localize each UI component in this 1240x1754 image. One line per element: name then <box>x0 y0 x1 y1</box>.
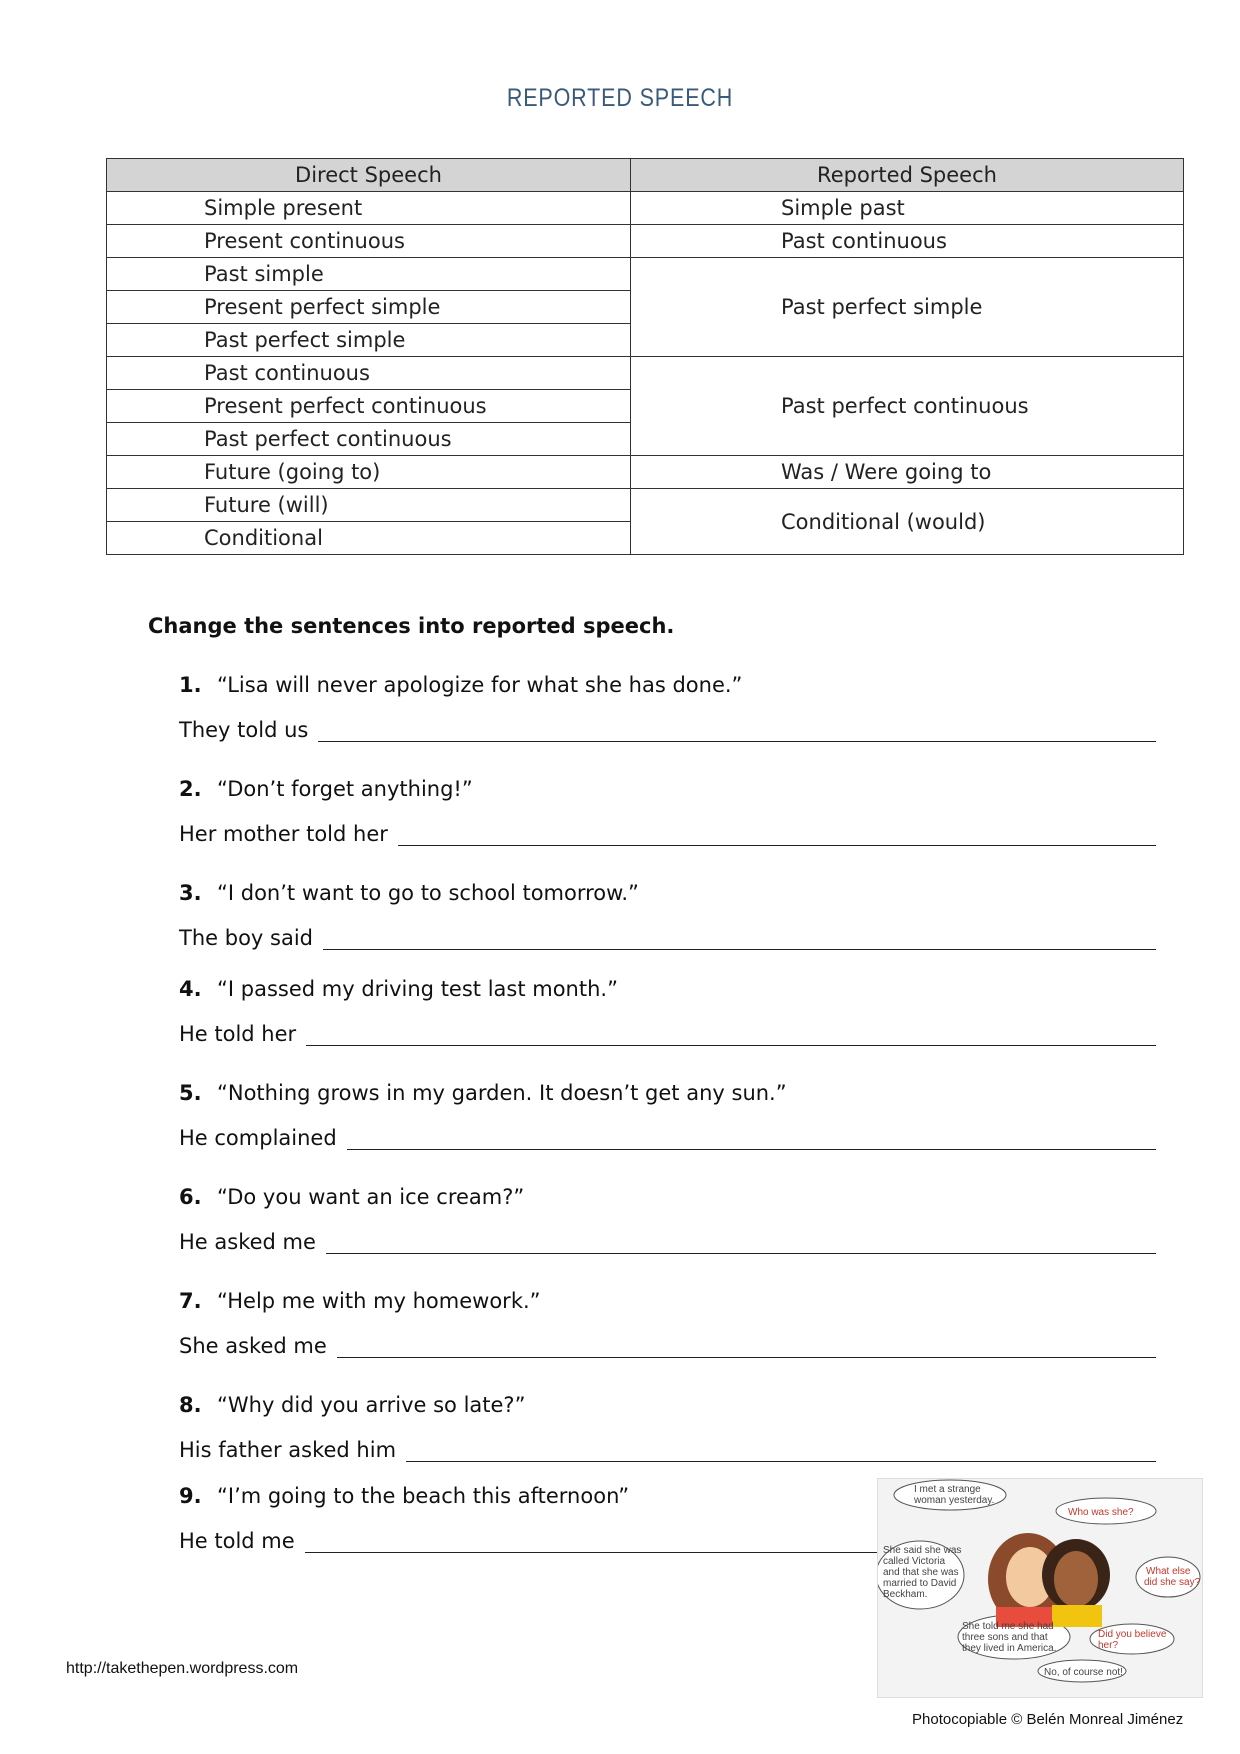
answer-line[interactable] <box>398 825 1156 846</box>
exercise-quote-text: “Nothing grows in my garden. It doesn’t get any sun.” <box>217 1081 787 1105</box>
answer-prompt: He told her <box>179 1022 297 1046</box>
direct-cell: Past continuous <box>107 357 631 390</box>
bubble-text: did she say? <box>1144 1577 1201 1588</box>
exercise-quote-8 <box>179 1393 525 1417</box>
exercise-quote-2 <box>179 777 473 801</box>
reported-cell: Past perfect continuous <box>631 357 1184 456</box>
direct-cell: Conditional <box>107 522 631 555</box>
bubble-text: No, of course not! <box>1044 1667 1123 1678</box>
exercise-quote-9 <box>179 1484 629 1508</box>
direct-cell: Past perfect continuous <box>107 423 631 456</box>
exercise-quote-4 <box>179 977 618 1001</box>
exercise-quote-5 <box>179 1081 787 1105</box>
bubble-text: Beckham. <box>883 1589 928 1600</box>
answer-row-1 <box>179 718 1156 742</box>
cartoon-svg <box>878 1479 1202 1697</box>
cartoon-illustration <box>877 1478 1203 1698</box>
exercise-quote-1 <box>179 673 742 697</box>
table-header-direct: Direct Speech <box>107 159 631 192</box>
bubble-text: called Victoria <box>883 1556 946 1567</box>
footer-copyright: Photocopiable © Belén Monreal Jiménez <box>912 1711 1184 1728</box>
instructions: Change the sentences into reported speech. <box>148 614 675 638</box>
exercise-quote-text: “Help me with my homework.” <box>217 1289 541 1313</box>
answer-line[interactable] <box>337 1337 1156 1358</box>
character-face <box>1054 1551 1098 1607</box>
exercise-number: 9. <box>179 1484 202 1508</box>
answer-prompt: She asked me <box>179 1334 327 1358</box>
exercise-quote-text: “Do you want an ice cream?” <box>217 1185 525 1209</box>
answer-row-8 <box>179 1438 1156 1462</box>
answer-row-9 <box>179 1529 880 1553</box>
tense-table <box>106 158 1184 555</box>
answer-line[interactable] <box>318 721 1156 742</box>
exercise-number: 6. <box>179 1185 202 1209</box>
bubble-text: She said she was <box>883 1545 962 1556</box>
answer-prompt: They told us <box>179 718 309 742</box>
bubble-text: and that she was <box>883 1567 959 1578</box>
answer-line[interactable] <box>323 929 1156 950</box>
reported-cell: Was / Were going to <box>631 456 1184 489</box>
answer-row-4 <box>179 1022 1156 1046</box>
exercise-quote-text: “Lisa will never apologize for what she has done.” <box>217 673 743 697</box>
answer-prompt: The boy said <box>179 926 313 950</box>
bubble-text: She told me she had <box>962 1621 1054 1632</box>
direct-cell: Simple present <box>107 192 631 225</box>
direct-cell: Future (will) <box>107 489 631 522</box>
exercise-number: 3. <box>179 881 202 905</box>
exercise-quote-text: “Don’t forget anything!” <box>217 777 473 801</box>
exercise-number: 5. <box>179 1081 202 1105</box>
exercise-quote-text: “I’m going to the beach this afternoon” <box>217 1484 630 1508</box>
answer-line[interactable] <box>326 1233 1156 1254</box>
answer-prompt: He told me <box>179 1529 295 1553</box>
answer-line[interactable] <box>306 1025 1156 1046</box>
bubble-text: I met a strange <box>914 1484 981 1495</box>
answer-row-6 <box>179 1230 1156 1254</box>
answer-line[interactable] <box>347 1129 1156 1150</box>
bubble-text: Did you believe <box>1098 1629 1167 1640</box>
reported-cell: Past perfect simple <box>631 258 1184 357</box>
exercise-number: 4. <box>179 977 202 1001</box>
direct-cell: Future (going to) <box>107 456 631 489</box>
exercise-quote-text: “I don’t want to go to school tomorrow.” <box>217 881 639 905</box>
answer-prompt: He complained <box>179 1126 337 1150</box>
answer-row-3 <box>179 926 1156 950</box>
exercise-quote-text: “I passed my driving test last month.” <box>217 977 618 1001</box>
answer-row-7 <box>179 1334 1156 1358</box>
answer-row-2 <box>179 822 1156 846</box>
answer-prompt: His father asked him <box>179 1438 397 1462</box>
bubble-text: married to David <box>883 1578 957 1589</box>
direct-cell: Present perfect simple <box>107 291 631 324</box>
page-title: REPORTED SPEECH <box>506 84 734 112</box>
character-shirt <box>1052 1605 1102 1627</box>
answer-prompt: He asked me <box>179 1230 316 1254</box>
reported-cell: Conditional (would) <box>631 489 1184 555</box>
bubble-text: they lived in America. <box>962 1643 1057 1654</box>
direct-cell: Present perfect continuous <box>107 390 631 423</box>
answer-line[interactable] <box>406 1441 1156 1462</box>
bubble-text: her? <box>1098 1640 1119 1651</box>
bubble-text: three sons and that <box>962 1632 1048 1643</box>
exercise-quote-6 <box>179 1185 524 1209</box>
reported-cell: Past continuous <box>631 225 1184 258</box>
exercise-number: 7. <box>179 1289 202 1313</box>
exercise-number: 1. <box>179 673 202 697</box>
exercise-quote-7 <box>179 1289 541 1313</box>
reported-cell: Simple past <box>631 192 1184 225</box>
bubble-text: Who was she? <box>1068 1507 1134 1518</box>
direct-cell: Past simple <box>107 258 631 291</box>
table-header-reported: Reported Speech <box>631 159 1184 192</box>
answer-row-5 <box>179 1126 1156 1150</box>
answer-line[interactable] <box>305 1532 880 1553</box>
direct-cell: Past perfect simple <box>107 324 631 357</box>
exercise-number: 8. <box>179 1393 202 1417</box>
bubble-text: What else <box>1146 1566 1191 1577</box>
exercise-quote-text: “Why did you arrive so late?” <box>217 1393 526 1417</box>
answer-prompt: Her mother told her <box>179 822 388 846</box>
bubble-text: woman yesterday. <box>914 1495 995 1506</box>
direct-cell: Present continuous <box>107 225 631 258</box>
exercise-quote-3 <box>179 881 639 905</box>
footer-url: http://takethepen.wordpress.com <box>66 1660 299 1677</box>
exercise-number: 2. <box>179 777 202 801</box>
